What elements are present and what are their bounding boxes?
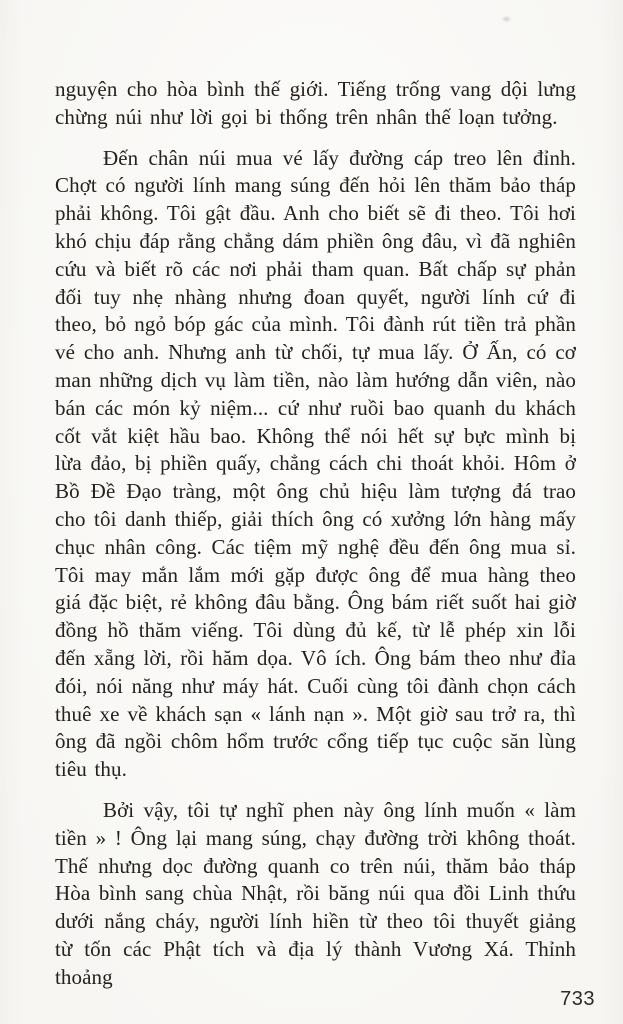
paragraph-continued: nguyện cho hòa bình thế giới. Tiếng trống vang dội lưng chừng núi như lời gọi bi thống trên nhân thế loạn tưởng. <box>55 77 576 129</box>
paragraph: Đến chân núi mua vé lấy đường cáp treo lên đỉnh. Chợt có người lính mang súng đến hỏi lên thăm bảo tháp phải không. Tôi gật đầu. Anh cho biết sẽ đi theo. Tôi hơi khó chịu đáp rằng chẳng dám phiền ông đâu, vì đã nghiên cứu và biết rõ các nơi phải tham quan. Bất chấp sự phản đối tuy nhẹ nhàng nhưng đoan quyết, người lính cứ đi theo, bỏ ngỏ bóp gác của mình. Tôi đành rút tiền trả phần vé cho anh. Nhưng anh từ chối, tự mua lấy. Ở Ấn, có cơ man những dịch vụ làm tiền, nào làm hướng dẫn viên, nào bán các món kỷ niệm... cứ như ruồi bao quanh du khách cốt vắt kiệt hầu bao. Không thể nói hết sự bực mình bị lừa đảo, bị phiền quấy, chẳng cách chi thoát khỏi. Hôm ở Bồ Đề Đạo tràng, một ông chủ hiệu làm tượng đá trao cho tôi danh thiếp, giải thích ông có xưởng lớn hàng mấy chục nhân công. Các tiệm mỹ nghệ đều đến ông mua sỉ. Tôi may mắn lắm mới gặp được ông để mua hàng theo giá đặc biệt, rẻ không đâu bằng. Ông bám riết suốt hai giờ đồng hồ thăm viếng. Tôi dùng đủ kế, từ lễ phép xin lỗi đến xẵng lời, rồi hăm dọa. Vô ích. Ông bám theo như đỉa đói, nói năng như máy hát. Cuối cùng tôi đành chọn cách thuê xe về khách sạn « lánh nạn ». Một giờ sau trở ra, thì ông đã ngồi chôm hổm trước cổng tiếp tục cuộc săn lùng tiêu thụ. <box>55 145 576 782</box>
scan-smudge-artifact <box>503 17 510 21</box>
text-block <box>55 76 576 992</box>
paragraph: Bởi vậy, tôi tự nghĩ phen này ông lính muốn « làm tiền » ! Ông lại mang súng, chạy đường trời không thoát. Thế nhưng dọc đường quanh co trên núi, thăm bảo tháp Hòa bình sang chùa Nhật, rồi băng núi qua đồi Linh thứu dưới nắng cháy, người lính hiền từ theo tôi thuyết giảng từ tốn các Phật tích và địa lý thành Vương Xá. Thỉnh thoảng <box>55 797 576 989</box>
page-number: 733 <box>560 988 595 1010</box>
